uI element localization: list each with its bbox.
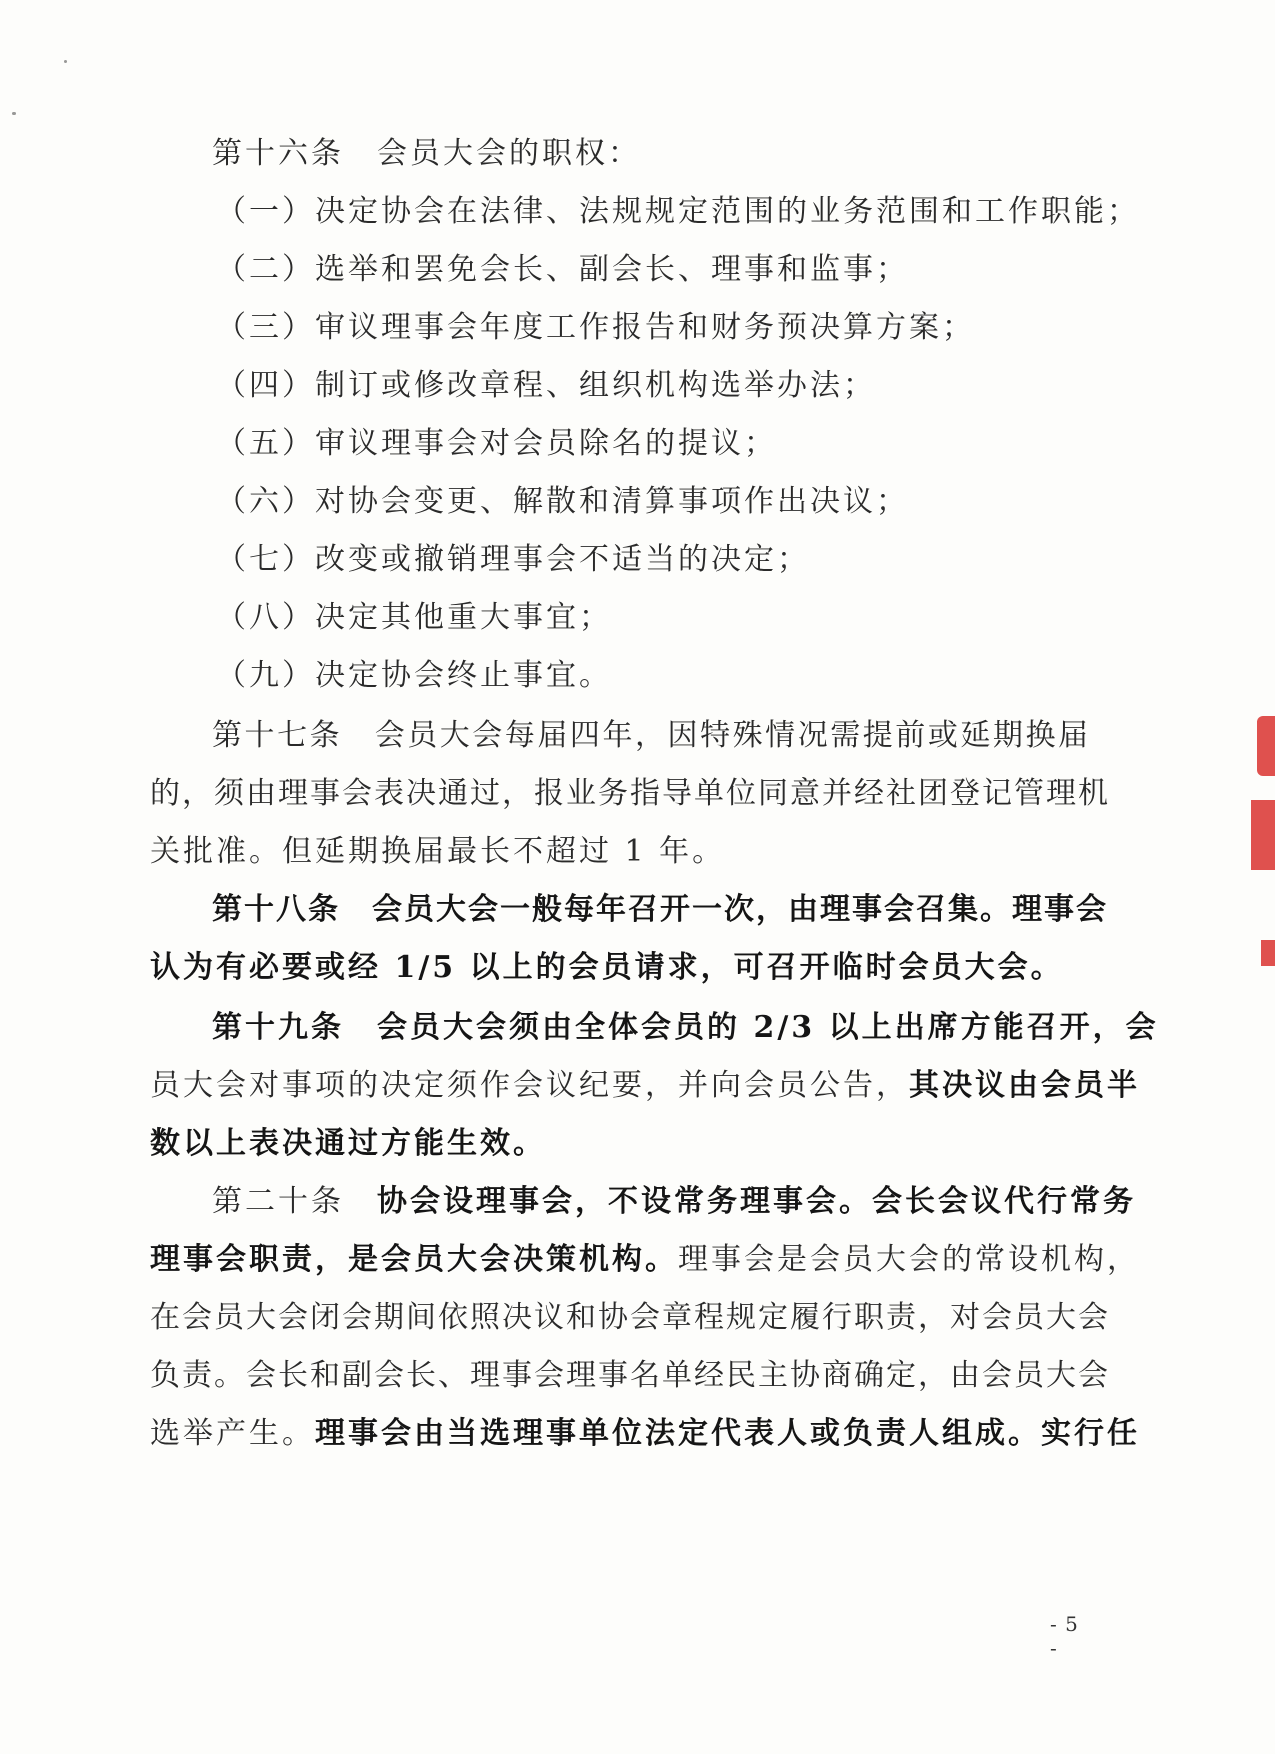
article-16-item-2: （二）选举和罢免会长、副会长、理事和监事； [216, 252, 909, 287]
scan-speck [12, 112, 16, 115]
article-16-item-7: （七）改变或撤销理事会不适当的决定； [216, 542, 810, 577]
article-18-line-1: 第十八条 会员大会一般每年召开一次，由理事会召集。理事会 [212, 892, 1108, 927]
article-16-item-6: （六）对协会变更、解散和清算事项作出决议； [216, 484, 909, 519]
article-20-line-2-normal: 理事会是会员大会的常设机构， [678, 1242, 1140, 1277]
article-18-line-2: 认为有必要或经 1/5 以上的会员请求，可召开临时会员大会。 [150, 950, 1064, 985]
article-16-item-4: （四）制订或修改章程、组织机构选举办法； [216, 368, 876, 403]
article-16-item-1: （一）决定协会在法律、法规规定范围的业务范围和工作职能； [216, 194, 1140, 229]
article-20-line-2 [150, 1240, 1140, 1280]
article-20-line-3: 在会员大会闭会期间依照决议和协会章程规定履行职责，对会员大会 [150, 1300, 1110, 1335]
article-20-line-1-normal: 第二十条 [212, 1184, 377, 1219]
article-20-line-5 [150, 1414, 1140, 1454]
article-20-line-5-bold: 理事会由当选理事单位法定代表人或负责人组成。实行任 [315, 1416, 1140, 1451]
article-20-line-4: 负责。会长和副会长、理事会理事名单经民主协商确定，由会员大会 [150, 1358, 1110, 1393]
article-19-line-3: 数以上表决通过方能生效。 [150, 1126, 546, 1161]
article-16-item-9: （九）决定协会终止事宜。 [216, 658, 612, 693]
article-16-item-8: （八）决定其他重大事宜； [216, 600, 612, 635]
article-20-line-1-bold: 协会设理事会，不设常务理事会。会长会议代行常务 [377, 1184, 1136, 1219]
seal-stamp-fragment [1251, 800, 1275, 870]
article-19-line-2-bold: 其决议由会员半 [909, 1068, 1140, 1103]
article-20-line-2-bold: 理事会职责，是会员大会决策机构。 [150, 1242, 678, 1277]
article-16-heading: 第十六条 会员大会的职权： [212, 136, 641, 171]
article-17-line-2: 的，须由理事会表决通过，报业务指导单位同意并经社团登记管理机 [150, 776, 1110, 811]
article-19-line-1: 第十九条 会员大会须由全体会员的 2/3 以上出席方能召开，会 [212, 1010, 1159, 1045]
article-16-item-3: （三）审议理事会年度工作报告和财务预决算方案； [216, 310, 975, 345]
seal-stamp-fragment [1257, 716, 1275, 776]
seal-stamp-fragment [1261, 940, 1275, 966]
article-16-item-5: （五）审议理事会对会员除名的提议； [216, 426, 777, 461]
scan-speck [64, 60, 67, 63]
article-17-line-1: 第十七条 会员大会每届四年，因特殊情况需提前或延期换届 [212, 718, 1090, 753]
article-20-line-5-normal: 选举产生。 [150, 1416, 315, 1451]
article-19-line-2 [150, 1066, 1140, 1106]
article-17-line-3: 关批准。但延期换届最长不超过 1 年。 [150, 834, 726, 869]
article-20-line-1 [212, 1182, 1136, 1222]
article-19-line-2-normal: 员大会对事项的决定须作会议纪要，并向会员公告， [150, 1068, 909, 1103]
page-number: - 5 - [1050, 1612, 1079, 1660]
